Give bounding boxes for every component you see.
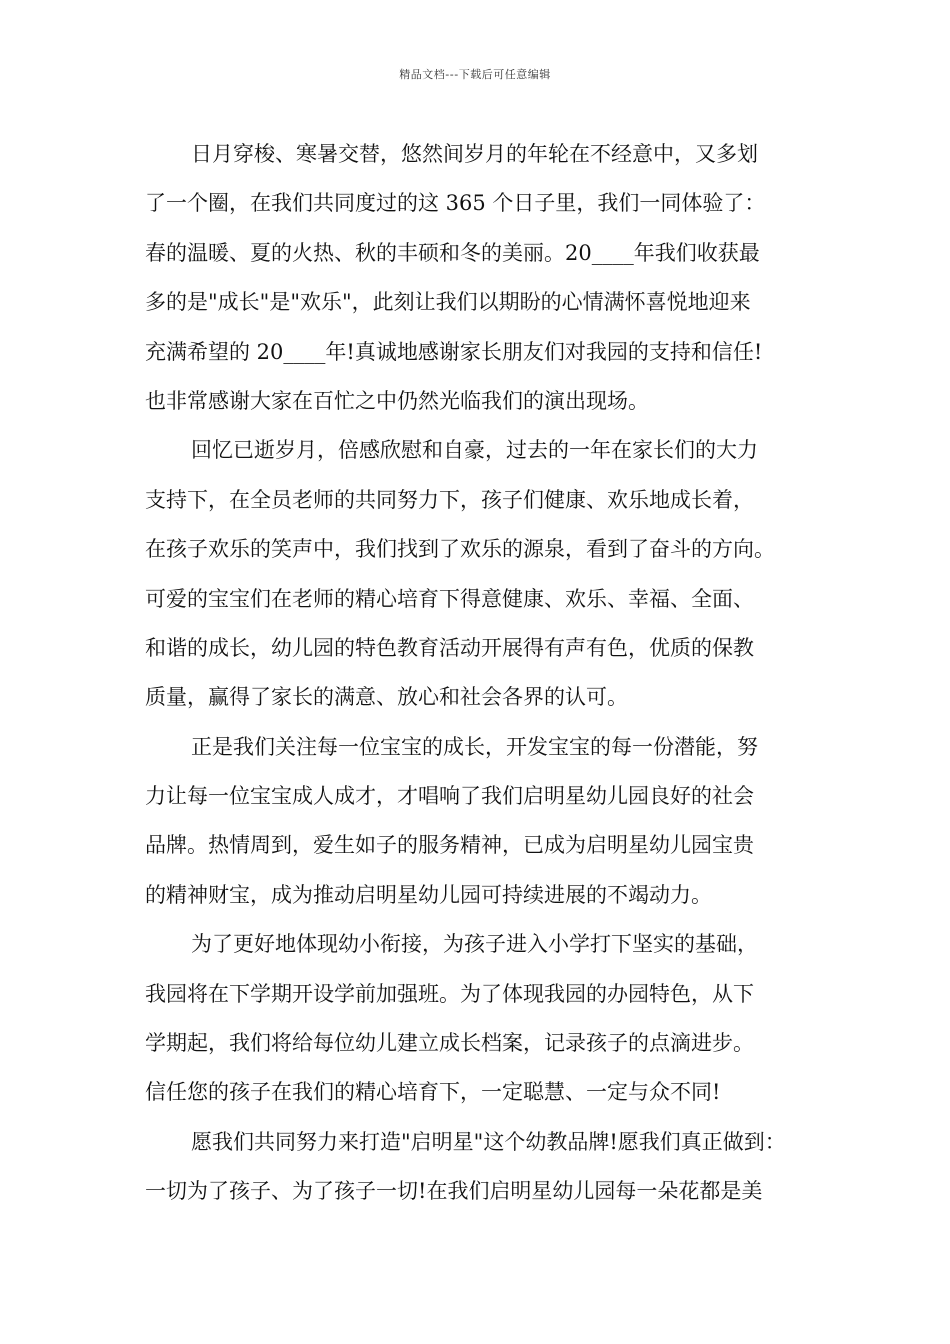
text-line: 充满希望的 20____年!真诚地感谢家长朋友们对我园的支持和信任! <box>145 339 763 364</box>
document-body <box>145 130 825 1217</box>
text-line: 也非常感谢大家在百忙之中仍然光临我们的演出现场。 <box>145 388 649 413</box>
text-line: 我园将在下学期开设学前加强班。为了体现我园的办园特色，从下 <box>145 981 754 1006</box>
text-line: 的精神财宝，成为推动启明星幼儿园可持续进展的不竭动力。 <box>145 882 712 907</box>
text-line: 为了更好地体现幼小衔接，为孩子进入小学打下坚实的基础， <box>191 932 758 957</box>
text-line: 学期起，我们将给每位幼儿建立成长档案，记录孩子的点滴进步。 <box>145 1031 754 1056</box>
page-header: 精品文档---下载后可任意编辑 <box>399 68 551 81</box>
text-line: 可爱的宝宝们在老师的精心培育下得意健康、欢乐、幸福、全面、 <box>145 586 754 611</box>
text-line: 日月穿梭、寒暑交替，悠然间岁月的年轮在不经意中，又多划 <box>191 142 758 166</box>
text-line: 春的温暖、夏的火热、秋的丰硕和冬的美丽。20____年我们收获最 <box>145 240 760 265</box>
text-line: 愿我们共同努力来打造"启明星"这个幼教品牌!愿我们真正做到： <box>191 1129 786 1154</box>
text-line: 正是我们关注每一位宝宝的成长，开发宝宝的每一份潜能，努 <box>191 734 758 759</box>
text-line: 信任您的孩子在我们的精心培育下，一定聪慧、一定与众不同! <box>145 1080 721 1105</box>
text-line: 支持下，在全员老师的共同努力下，孩子们健康、欢乐地成长着， <box>145 487 754 512</box>
text-line: 多的是"成长"是"欢乐"，此刻让我们以期盼的心情满怀喜悦地迎来 <box>145 290 751 315</box>
text-line: 质量，赢得了家长的满意、放心和社会各界的认可。 <box>145 685 628 710</box>
text-line: 品牌。热情周到，爱生如子的服务精神，已成为启明星幼儿园宝贵 <box>145 833 754 858</box>
text-line: 和谐的成长，幼儿园的特色教育活动开展得有声有色，优质的保教 <box>145 635 754 660</box>
text-line: 在孩子欢乐的笑声中，我们找到了欢乐的源泉，看到了奋斗的方向。 <box>145 537 775 562</box>
text-line: 回忆已逝岁月，倍感欣慰和自豪，过去的一年在家长们的大力 <box>191 438 758 463</box>
text-line: 了一个圈，在我们共同度过的这 365 个日子里，我们一同体验了： <box>145 191 766 216</box>
text-line: 力让每一位宝宝成人成才，才唱响了我们启明星幼儿园良好的社会 <box>145 784 754 809</box>
text-line: 一切为了孩子、为了孩子一切!在我们启明星幼儿园每一朵花都是美 <box>145 1179 763 1204</box>
